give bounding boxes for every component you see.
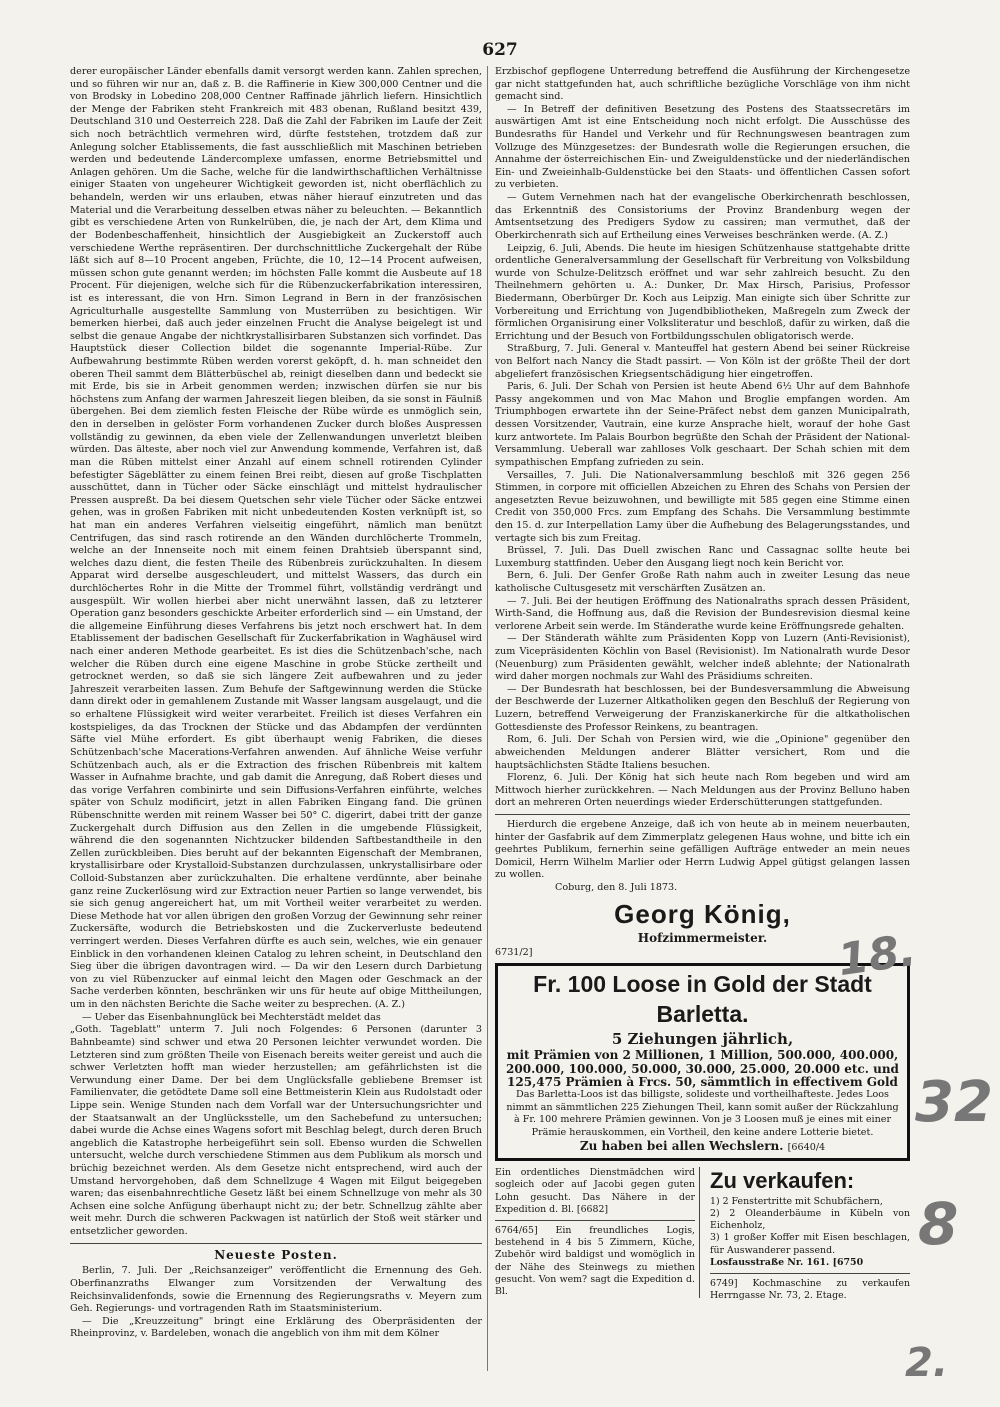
lottery-ad — [495, 963, 910, 1161]
sale-item: 1) 2 Fenstertritte mit Schubfächern, — [710, 1195, 883, 1207]
small-ads-right — [710, 1167, 910, 1302]
section-rule — [70, 1243, 482, 1244]
handwritten-annotation: 8 — [918, 1190, 959, 1258]
handwritten-annotation: 2. — [905, 1340, 949, 1386]
ad-konig-code: 6731/2] — [495, 946, 533, 958]
news-item: — Gutem Vernehmen nach hat der evangelische Oberkirchenrath beschlossen, das Erkenntniß des Consistoriums der Provinz Brandenburg wegen der Amtsentsetzung des Predigers Sydow zu cassiren; man vermuthet, daß der Oberkirchenrath sich auf Ertheilung eines Verweises beschränken werde. (A. Z.) — [495, 192, 910, 241]
sale-item: 3) 1 großer Koffer mit Eisen beschlagen, für Auswanderer passend. — [710, 1232, 910, 1256]
news-item: Brüssel, 7. Juli. Das Duell zwischen Ranc und Cassagnac sollte heute bei Luxemburg stattfinden. Ueber den Ausgang liegt noch kein Bericht vor. — [495, 545, 910, 569]
lottery-footer — [504, 1139, 901, 1155]
news-item: — Der Ständerath wählte zum Präsidenten Kopp von Luzern (Anti-Revisionist), zum Vicepräsidenten Köchlin von Basel (Revisionist). Im Nationalrath wurde Desor (Neuenburg) zum Präsidenten gewählt, welcher indeß ablehnte; der Nationalrath wird daher morgen nochmals zur Wahl des Präsidiums schreiten. — [495, 633, 910, 683]
handwritten-annotation: 32 — [915, 1070, 993, 1135]
small-ad-rule — [495, 1220, 695, 1221]
sale-title: Zu verkaufen: — [710, 1168, 855, 1194]
left-column — [70, 66, 482, 1371]
news-item: Berlin, 7. Juli. Der „Reichsanzeiger" veröffentlicht die Ernennung des Geh. Oberfinanzraths Elwanger zum Vorsitzenden der Verwaltung des Reichsinvalidenfonds, sowie die Ernennung des Regierungsraths v. Meyern zum Geh. Regierungs- und vortragenden Rath im Staatsministerium. — [70, 1265, 482, 1315]
lottery-body: Das Barletta-Loos ist das billigste, solideste und vortheilhafteste. Jedes Loos nimmt an sämmtlichen 225 Ziehungen Theil, kann somit außer der Rückzahlung à Fr. 100 mehrere Prämien gewinnen. Von je 3 Loosen muß je eines mit einer Prämie herauskommen, ein Vortheil, den keine andere Lotterie bietet. — [506, 1088, 899, 1138]
ad-konig-name: Georg König, — [614, 898, 791, 929]
news-item: Versailles, 7. Juli. Die Nationalversammlung beschloß mit 326 gegen 256 Stimmen, in corpore mit officiellen Abzeichen zu Ehren des Schahs von Persien der angesetzten Revue beizuwohnen, und bewilligte mit 585 gegen eine Stimme einen Credit von 350,000 Frcs. zum Empfang des Schahs. Die Versammlung bestimmte den 15. d. zur Interpellation Lamy über die Aufhebung des Belagerungsstandes, und vertagte sich bis zum Freitag. — [495, 469, 910, 544]
ad-notice-place: Coburg, den 8. Juli 1873. — [555, 882, 678, 893]
news-item: — 7. Juli. Bei der heutigen Eröffnung des Nationalraths sprach dessen Präsident, Wirth-Sand, die Hoffnung aus, daß die Revision der Bundesrevision diesmal keine verlorene Arbeit sein werde. Im Ständerathe wurde keine Eröffnungsrede gehalten. — [495, 595, 910, 632]
news-section-title: Neueste Posten. — [214, 1247, 338, 1262]
news-item: — Die „Kreuzzeitung" bringt eine Erklärung des Oberpräsidenten der Rheinprovinz, v. Bardeleben, wonach die angeblich von ihm mit dem Kölner — [70, 1315, 482, 1340]
lottery-subtitle: 5 Ziehungen jährlich, — [611, 1029, 794, 1048]
sale-address: Losfausstraße Nr. 161. [6750 — [710, 1256, 864, 1268]
article-paragraph: „Goth. Tageblatt" unterm 7. Juli noch Folgendes: 6 Personen (darunter 3 Bahnbeamte) sind schwer und etwa 20 Personen leichter verwundet worden. Die Letzteren sind zum größten Theile von Eisenach bereits weiter gereist und auch die schwer Verletzten hofft man wieder herzustellen; am gefährlichsten ist die Verwundung einer Dame. Der bei dem Unglücksfalle gebliebene Bremser ist Familienvater, die getödtete Dame soll eine Bettmeisterin Klein aus Rudolstadt oder Lippe sein. Wenige Stunden nach dem Vorfall war der Untersuchungsrichter und der Staatsanwalt an der Unglücksstelle, um den Sachebefund zu untersuchen; dabei wurde die Achse eines Wagens sofort mit Beschlag belegt, durch deren Bruch angeblich die Katastrophe herbeigeführt sein soll. Ebenso wurden die Schwellen untersucht, welche durch verschiedene Stimmen aus dem Publikum als morsch und brüchig bezeichnet werden. Als dem Gesetze nicht entsprechend, wird auch der Umstand hervorgehoben, daß dem Schnellzuge 4 Wagen mit Eilgut beigegeben waren; das eisenbahnrechtliche Gesetz läßt bei einem Schnellzuge von mehr als 30 Achsen eine solche Anfügung überhaupt nicht zu; der betr. Schnellzug zählte aber weit mehr. Durch die schweren Packwagen ist natürlich der Stoß weit stärker und entsetzlicher geworden. — [70, 1024, 482, 1238]
article-paragraph: — Ueber das Eisenbahnunglück bei Mechterstädt meldet das — [82, 1011, 381, 1023]
ad-notice: Hierdurch die ergebene Anzeige, daß ich von heute ab in meinem neuerbauten, hinter der Gasfabrik auf dem Zimmerplatz gelegenen Haus wohne, und bitte ich ein geehrtes Publikum, fernerhin seine gefälligen Aufträge entweder an mein neues Domicil, Herrn Wilhelm Marlier oder Herrn Ludwig Appel gütigst gelangen lassen zu wollen. — [495, 818, 910, 881]
article-paragraph: derer europäischer Länder ebenfalls damit versorgt werden kann. Zahlen sprechen, und so führen wir nur an, daß z. B. die Raffinerie in Kiew 300,000 Centner und die von Brodsky in Lobedino 208,000 Centner Raffinade jährlich liefern. Hinsichtlich der Menge der Fabriken steht Frankreich mit 483 obenan, Rußland besitzt 439, Deutschland 310 und Oesterreich 228. Daß die Zahl der Fabriken im Laufe der Zeit sich noch beträchtlich vermehren wird, dürfte feststehen, trotzdem daß zur Anlegung solcher Etablissements, die fast ausschließlich mit Maschinen betrieben werden und bedeutende Ländercomplexe umfassen, enorme Betriebsmittel und Anlagen gehören. Um die Sache, welche für die landwirthschaftlichen Verhältnisse einiger Staaten von ungeheurer Wichtigkeit geworden ist, nicht oberflächlich zu behandeln, werden wir uns erlauben, etwas näher hierauf einzutreten und das Material und die Verarbeitung desselben etwas näher zu beleuchten. — Bekanntlich gibt es verschiedene Arten von Runkelrüben, die, je nach der Art, dem Klima und der Bodenbeschaffenheit, hinsichtlich der Ausgiebigkeit an Zuckerstoff auch verschiedene Werthe repräsentiren. Der durchschnittliche Zuckergehalt der Rübe läßt sich auf 8—10 Procent angeben, Früchte, die 10, 12—14 Procent aufweisen, müssen schon gute genannt werden; im höchsten Falle kommt die Ausbeute auf 18 Procent. Für diejenigen, welche sich für die Rübenzuckerfabrikation interessiren, ist es interessant, die von Hrn. Simon Legrand in Bern in der französischen Agriculturhalle ausgestellte Sammlung von Musterrüben zu besichtigen. Wir bemerken hierbei, daß auch jeder einzelnen Frucht die Analyse beigelegt ist und selbst die genaue Angabe der nichtkrystallisirbaren Substanzen sich vorfindet. Das Hauptstück dieser Collection bildet die sogenannte Imperial-Rübe. Zur Aufbewahrung bestimmte Rüben werden vorerst geköpft, d. h. man schneidet den oberen Theil sammt dem Blätterbüschel ab, reinigt dieselben dann und bedeckt sie mit Erde, bis sie in Arbeit genommen werden; inzwischen dürfen sie nur bis höchstens zum Anfang der warmen Jahreszeit liegen bleiben, da sie sonst in Fäulniß übergehen. Bei dem ziemlich festen Fleische der Rübe würde es unmöglich sein, den in derselben in gelöster Form vorhandenen Zucker durch bloßes Auspressen vollständig zu gewinnen, da eben viele der Zellenwandungen unverletzt bleiben würden. Das älteste, aber noch viel zur Anwendung kommende, Verfahren ist, daß man die Rüben mittelst einer Anzahl auf einem schnell rotirenden Cylinder befestigter Sägeblätter zu einem feinen Brei reibt, diesen auf große Tischplatten ausschüttet, dann in Tücher oder Säcke einschlägt und mittelst hydraulischer Pressen auspreßt. Da bei diesem Quetschen sehr viele Tücher oder Säcke entzwei gehen, was in großen Fabriken mit nicht unbedeutenden Kosten verknüpft ist, so hat man ein anderes Verfahren vielseitig eingeführt, nämlich man benützt Centrifugen, das sind rasch rotirende an den Wänden durchlöcherte Trommeln, welche an der Innenseite noch mit einem feinen Drahtsieb überspannt sind, welches dazu dient, die festen Theile des Rübenbreis zurückzuhalten. In diesem Apparat wird derselbe ausgeschleudert, und mittelst Wassers, das durch ein durchlöchertes Rohr in die Mitte der Trommel führt, vollständig verdrängt und ausgespült. Wir wollen hierbei aber nicht unerwähnt lassen, daß zu letzterer Operation ganz besonders geschickte Arbeiter erforderlich sind — ein Umstand, der die allgemeine Einführung dieses Verfahrens bis jetzt noch erschwert hat. In dem Etablissement der badischen Gesellschaft für Zuckerfabrikation in Waghäusel wird nach einer anderen Methode gearbeitet. Es ist dies die Schützenbach'sche, nach welcher die Rüben durch eine eigene Maschine in grobe Stücke zertheilt und getrocknet werden, so daß sie sich längere Zeit aufbewahren und zu jeder Jahreszeit verarbeiten lassen. Zum Behufe der Saftgewinnung werden die Stücke dann direkt oder in gemahlenem Zustande mit Wasser langsam ausgelaugt, und die so erhaltene Flüssigkeit wird weiter verarbeitet. Freilich ist dieses Verfahren ein kostspieliges, da das Trocknen der Stücke und das Abdampfen der verdünnten Säfte viel Mühe erfordert. Es gibt überhaupt wenig Fabriken, die dieses Schützenbach'sche Macerations-Verfahren anwenden. Auf ähnliche Weise verfuhr Schützenbach auch, als er die Extraction des frischen Rübenbreis mit kaltem Wasser in Aufnahme brachte, und gab damit die Anregung, daß Robert dieses und das vorige Verfahren combinirte und sein Diffusions-Verfahren einführte, welches später von Schulz modificirt, jetzt in allen Fabriken Eingang fand. Die grünen Rübenschnitte werden mit reinem Wasser bei 50° C. digerirt, dabei tritt der ganze Zuckergehalt durch Diffusion aus den Zellen in die umgebende Flüssigkeit, während die den sogenannten Nichtzucker bildenden Saftbestandtheile in den Zellen zurückbleiben. Dies beruht auf der bekannten Eigenschaft der Membranen, krystallisirbare oder Krystalloid-Substanzen durchzulassen, unkrystallisirbare oder Colloid-Substanzen aber zurückzuhalten. Die erhaltene verdünnte, aber beinahe ganz reine Zuckerlösung wird zur Extraction neuer Partien so lange verwendet, bis sie sich genug angereichert hat, um mit Vortheil weiter verarbeitet zu werden. Diese Methode hat vor allen übrigen den großen Vorzug der Gewinnung sehr reiner Zuckersäfte, wodurch die Betriebskosten und die Zuckerverluste bedeutend verringert werden. Dieses Verfahren dürfte es auch sein, welches, wie ein genauer Einblick in den vorhandenen kleinen Catalog zu lehren scheint, in Deutschland den Sieg über die übrigen davontragen wird. — Da wir den Lesern durch Darbietung von zu viel Rübenzucker auf einmal leicht den Magen oder Geschmack an der Sache verderben könnten, beschränken wir uns für heute auf obige Mittheilungen, um in den nächsten Berichte die Sache weiter zu besprechen. (A. Z.) — [70, 66, 482, 1011]
news-item: Leipzig, 6. Juli, Abends. Die heute im hiesigen Schützenhause stattgehabte dritte ordentliche Generalversammlung der Gesellschaft für Verbreitung von Volksbildung wurde von Schulze-Delitzsch eröffnet und war sehr zahlreich besucht. Zu den Theilnehmern gehörten u. A.: Dunker, Dr. Max Hirsch, Parisius, Professor Biedermann, Oberbürger Dr. Koch aus Leipzig. Man einigte sich über Schritte zur Vorbereitung und Errichtung von Jugendbibliotheken, Maßregeln zum Zweck der förmlichen Organisirung einer Volksliteratur und beschloß, dafür zu wirken, daß die Errichtung und der Besuch von Fortbildungsschulen obligatorisch werde. — [495, 242, 910, 342]
news-item: Paris, 6. Juli. Der Schah von Persien ist heute Abend 6½ Uhr auf dem Bahnhofe Passy angekommen und von Mac Mahon und Broglie empfangen worden. Am Triumphbogen erwartete ihn der Seine-Präfect nebst dem ganzen Municipalrath, dessen Vorsitzender, Vautrain, eine kurze Ansprache hielt, worauf der hohe Gast kurz antwortete. Im Palais Bourbon begrüßte den Schah der Präsident der National-Versammlung. Ueberall war zahlloses Volk geschaart. Der Schah schien mit dem sympathischen Empfang zufrieden zu sein. — [495, 381, 910, 468]
handwritten-annotation: 18. — [834, 924, 920, 987]
news-item: Florenz, 6. Juli. Der König hat sich heute nach Rom begeben und wird am Mittwoch hierher zurückkehren. — Nach Meldungen aus der Provinz Belluno haben dort an mehreren Orten neuerdings wieder Erderschütterungen stattgefunden. — [495, 772, 910, 809]
small-ad: 6764/65] Ein freundliches Logis, bestehend in 4 bis 5 Zimmern, Küche, Zubehör wird baldigst und womöglich in der Nähe des Steinwegs zu miethen gesucht. Von wem? sagt die Expedition d. Bl. — [495, 1225, 695, 1298]
lottery-title: Fr. 100 Loose in Gold der Stadt Barletta. — [533, 971, 872, 1028]
ad-rule — [495, 814, 910, 815]
lottery-prizes: mit Prämien von 2 Millionen, 1 Million, 500.000, 400.000, 200.000, 100.000, 50.000, 30.000, 25.000, 20.000 etc. und 125,475 Prämien à Frcs. 50, sämmtlich in effectivem Gold — [506, 1048, 899, 1089]
lottery-code: [6640/4 — [787, 1142, 826, 1154]
news-item: Bern, 6. Juli. Der Genfer Große Rath nahm auch in zweiter Lesung das neue katholische Cultusgesetz mit verschärften Zusätzen an. — [495, 570, 910, 594]
small-ad-rule — [710, 1273, 910, 1274]
news-item: Rom, 6. Juli. Der Schah von Persien wird, wie die „Opinione" gegenüber den abweichenden Meldungen anderer Blätter versichert, Rom und die hauptsächlichsten Städte Italiens besuchen. — [495, 734, 910, 771]
lottery-footer-text: Zu haben bei allen Wechslern. — [579, 1139, 784, 1154]
news-item: Straßburg, 7. Juli. General v. Manteuffel hat gestern Abend bei seiner Rückreise von Belfort nach Nancy die Stadt passirt. — Von Köln ist der größte Theil der dort abgeliefert französischen Kriegsentschädigung hier eingetroffen. — [495, 343, 910, 380]
news-item: — Der Bundesrath hat beschlossen, bei der Bundesversammlung die Abweisung der Beschwerde der Luzerner Altkatholiken gegen den Beschluß der Regierung von Luzern, betreffend Verweigerung der Franziskanerkirche für die altkatholischen Gottesdienste des Professor Reinkens, zu beantragen. — [495, 683, 910, 733]
column-divider — [487, 66, 488, 1371]
sale-item: 2) 2 Oleanderbäume in Kübeln von Eichenholz, — [710, 1207, 910, 1232]
small-ad: 6749] Kochmaschine zu verkaufen Herrngasse Nr. 73, 2. Etage. — [710, 1278, 910, 1302]
ad-konig-role: Hofzimmermeister. — [637, 930, 768, 945]
page-number: 627 — [482, 40, 518, 60]
news-item: — In Betreff der definitiven Besetzung des Postens des Staatssecretärs im auswärtigen Amt ist eine Entscheidung noch nicht erfolgt. Die Ausschüsse des Bundesraths für Handel und Verkehr und für Rechnungswesen beantragen zum Vollzuge des Münzgesetzes: der Bundesrath wolle die Regierungen ersuchen, die Annahme der österreichischen Ein- und Zweiguldenstücke und der niederländischen Ein- und Zweieinhalb-Guldenstücke bei den Staats- und öffentlichen Cassen sofort zu verbieten. — [495, 103, 910, 191]
small-ads-left — [495, 1167, 700, 1298]
right-column — [495, 66, 910, 1371]
news-item: Erzbischof gepflogene Unterredung betreffend die Ausführung der Kirchengesetze gar nicht stattgefunden hat, auch schriftliche bezügliche Vorschläge von ihm nicht gemacht sind. — [495, 66, 910, 103]
small-ad: Ein ordentliches Dienstmädchen wird sogleich oder auf Jacobi gegen guten Lohn gesucht. Das Nähere in der Expedition d. Bl. [6682] — [495, 1167, 695, 1215]
